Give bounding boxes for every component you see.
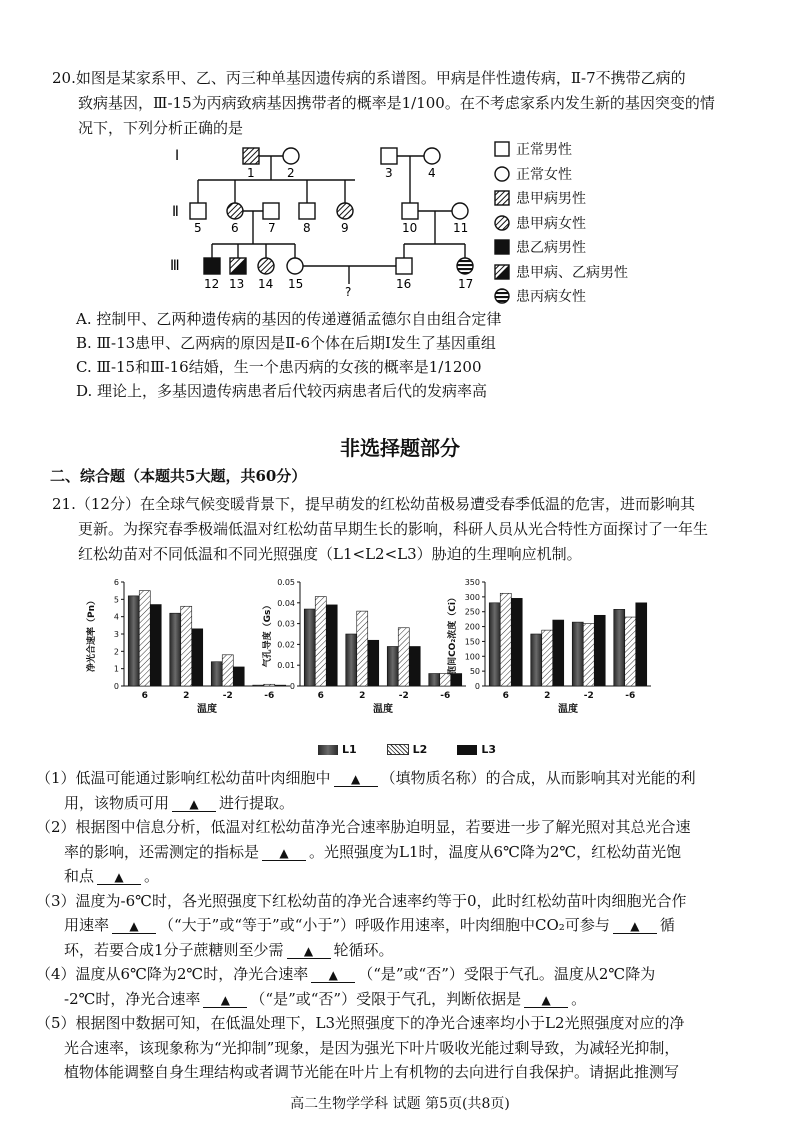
disease-b-male-symbol (494, 239, 510, 255)
individual-11 (452, 203, 468, 219)
y-tick-label: 6 (113, 578, 119, 587)
answer-blank[interactable]: ▲ (112, 919, 156, 934)
q21-2-text-c: 。光照强度为L1时，温度从6℃降为2℃，红松幼苗光饱 (309, 842, 682, 861)
individual-12 (204, 258, 220, 274)
label-3: 3 (385, 166, 393, 180)
y-tick-label: 0 (474, 682, 480, 691)
label-1: 1 (247, 166, 255, 180)
y-tick-label: 0.01 (277, 661, 295, 671)
bar-l1 (429, 674, 440, 686)
label-11: 11 (453, 221, 469, 235)
pedigree-legend (494, 137, 628, 309)
legend-b-male (494, 235, 628, 260)
bar-l2 (398, 628, 409, 686)
y-tick-label: 0.05 (277, 578, 295, 587)
y-tick-label: 0.04 (277, 598, 295, 608)
y-tick-label: 300 (464, 592, 480, 602)
bar-l2 (500, 593, 511, 686)
q21-1-num: （1） (36, 769, 76, 787)
bar-l1 (170, 613, 181, 686)
answer-blank[interactable]: ▲ (203, 993, 247, 1008)
bar-l3 (368, 640, 379, 686)
bar-l1 (489, 603, 500, 686)
label-12: 12 (204, 277, 220, 291)
bar-l3 (192, 629, 203, 686)
normal-male-symbol (494, 141, 510, 157)
individual-5 (190, 203, 206, 219)
y-axis-label: 净光合速率（Pn） (87, 595, 97, 673)
q20-option-a: A. 控制甲、乙两种遗传病的基因的传递遵循孟德尔自由组合定律 (76, 310, 502, 328)
bar-l1 (387, 646, 398, 686)
q20-option-d: D. 理论上，多基因遗传病患者后代较丙病患者后代的发病率高 (76, 382, 488, 400)
q21-1-text-a: 低温可能通过影响红松幼苗叶肉细胞中 (75, 769, 331, 787)
unknown-child: ? (345, 285, 352, 299)
individual-2 (283, 148, 299, 164)
legend-swatch-l2 (387, 744, 409, 755)
q21-2-text-a: 根据图中信息分析，低温对红松幼苗净光合速率胁迫明显，若要进一步了解光照对其总光合速 (75, 818, 691, 836)
legend-label-l3: L3 (481, 743, 497, 756)
individual-6 (227, 203, 243, 219)
q21-line-2: 更新。为探究春季极端低温对红松幼苗早期生长的影响，科研人员从光合特性方面探讨了一年生 (78, 520, 709, 538)
bar-l3 (275, 685, 286, 686)
individual-7 (263, 203, 279, 219)
gen-label-3: Ⅲ (170, 258, 180, 274)
q20-line-3: 况下，下列分析正确的是 (78, 119, 244, 137)
individual-15 (287, 258, 303, 274)
q20-line-1: 20.如图是某家系甲、乙、丙三种单基因遗传病的系谱图。甲病是伴性遗传病，Ⅱ-7不携带乙病的 (52, 69, 686, 87)
answer-blank[interactable]: ▲ (97, 870, 141, 885)
q21-1-text-d: 进行提取。 (219, 793, 295, 812)
disease-ab-male-symbol (494, 264, 510, 280)
answer-blank[interactable]: ▲ (613, 919, 657, 934)
q21-2-text-e: 。 (144, 867, 160, 885)
q21-1-text-b: （填物质名称）的合成，从而影响其对光能的利 (380, 769, 696, 787)
q20-option-c: C. Ⅲ-15和Ⅲ-16结婚，生一个患丙病的女孩的概率是1/1200 (76, 358, 482, 376)
bar-l3 (594, 615, 605, 686)
label-6: 6 (231, 221, 239, 235)
legend-swatch-l1 (318, 745, 338, 755)
x-tick-label: 2 (359, 691, 366, 701)
q21-5 (36, 1011, 776, 1085)
label-5: 5 (194, 221, 202, 235)
bar-l1 (128, 596, 139, 686)
answer-blank[interactable]: ▲ (262, 846, 306, 861)
q21-subquestions (36, 766, 776, 1085)
x-tick-label: -6 (264, 691, 275, 701)
x-axis-label: 温度 (558, 704, 578, 715)
legend-c-female (494, 284, 628, 309)
legend-text: 患丙病女性 (516, 289, 586, 306)
q21-3 (36, 889, 776, 963)
individual-1 (243, 148, 259, 164)
q21-line-3: 红松幼苗对不同低温和不同光照强度（L1<L2<L3）胁迫的生理响应机制。 (78, 545, 582, 563)
q21-4 (36, 962, 776, 1011)
answer-blank[interactable]: ▲ (334, 772, 378, 787)
q21-3-text-e: 环，若要合成1分子蔗糖则至少需 (64, 940, 284, 959)
label-7: 7 (268, 221, 276, 235)
y-tick-label: 0 (113, 682, 119, 691)
individual-3 (381, 148, 397, 164)
y-tick-label: 150 (464, 637, 480, 647)
individual-9 (337, 203, 353, 219)
legend-normal-male (494, 137, 628, 162)
individual-16 (396, 258, 412, 274)
x-tick-label: 6 (141, 691, 148, 701)
chart-layer (85, 578, 651, 715)
bar-l2 (357, 611, 368, 686)
answer-blank[interactable]: ▲ (172, 797, 216, 812)
label-9: 9 (341, 221, 349, 235)
q21-3-num: （3） (36, 891, 76, 910)
q21-line-1: 21.（12分）在全球气候变暖背景下，提早萌发的红松幼苗极易遭受春季低温的危害，进而影响其 (52, 495, 695, 513)
individual-4 (424, 148, 440, 164)
y-tick-label: 5 (113, 595, 119, 605)
q21-4-text-c: -2℃时，净光合速率 (64, 989, 201, 1008)
q21-2-text-d: 和点 (64, 867, 95, 885)
y-tick-label: 0.02 (277, 640, 295, 650)
q21-3-text-b: 用速率 (64, 916, 110, 934)
bar-l3 (150, 605, 161, 686)
y-axis-label: 气孔导度（Gs） (263, 600, 273, 668)
x-tick-label: -6 (440, 691, 451, 701)
x-tick-label: -6 (625, 691, 636, 701)
disease-a-male-symbol (494, 190, 510, 206)
individual-8 (299, 203, 315, 219)
label-14: 14 (258, 277, 274, 291)
q21-3-text-c: （“大于”或“等于”或“小于”）呼吸作用速率，叶肉细胞中CO₂可参与 (159, 916, 610, 934)
q21-2-num: （2） (36, 818, 76, 836)
legend-text: 患甲病女性 (516, 215, 586, 232)
q21-intro (52, 492, 772, 567)
part-heading: 二、综合题（本题共5大题，共60分） (50, 467, 307, 485)
bar-l2 (139, 591, 150, 686)
individual-14 (258, 258, 274, 274)
bar-l3 (233, 667, 244, 686)
bar-l3 (326, 605, 337, 686)
y-tick-label: 250 (464, 607, 480, 617)
answer-blank[interactable]: ▲ (524, 993, 568, 1008)
q21-1 (36, 766, 776, 815)
x-tick-label: 2 (544, 691, 551, 701)
individual-10 (402, 203, 418, 219)
legend-normal-female (494, 162, 628, 187)
gen-label-2: Ⅱ (172, 204, 179, 220)
y-tick-label: 0.03 (277, 619, 295, 629)
legend-a-female (494, 211, 628, 236)
q21-2-text-b: 率的影响，还需测定的指标是 (64, 842, 260, 861)
q21-3-text-a: 温度为-6℃时，各光照强度下红松幼苗的净光合速率约等于0，此时红松幼苗叶肉细胞光合作 (75, 891, 687, 910)
bar-l2 (625, 617, 636, 686)
bar-l1 (211, 662, 222, 686)
normal-female-symbol (494, 166, 510, 182)
bar-l2 (583, 624, 594, 686)
bar-l3 (553, 620, 564, 686)
q21-4-num: （4） (36, 965, 76, 983)
x-tick-label: 6 (317, 691, 324, 701)
q21-4-text-e: 。 (571, 989, 587, 1008)
section-title: 非选择题部分 (340, 436, 460, 460)
bar-l2 (222, 655, 233, 686)
bar-l2 (264, 684, 275, 686)
bar-l1 (346, 634, 357, 686)
legend-text: 患甲病男性 (516, 191, 586, 208)
legend-swatch-l3 (457, 745, 477, 755)
label-2: 2 (287, 166, 295, 180)
x-axis-label: 温度 (373, 704, 393, 715)
x-tick-label: 6 (502, 691, 509, 701)
x-tick-label: -2 (583, 691, 594, 701)
legend-label-l2: L2 (412, 743, 428, 756)
q21-4-text-b: （“是”或“否”）受限于气孔。温度从2℃降为 (358, 965, 656, 983)
label-13: 13 (229, 277, 245, 291)
y-tick-label: 50 (469, 667, 480, 677)
x-tick-label: -2 (222, 691, 233, 701)
disease-c-female-symbol (494, 288, 510, 304)
label-15: 15 (288, 277, 304, 291)
label-8: 8 (303, 221, 311, 235)
bar-l2 (315, 597, 326, 686)
y-axis-label: 胞间CO₂浓度（Ci） (448, 593, 458, 675)
gen-label-1: Ⅰ (175, 148, 180, 164)
legend-text: 患甲病、乙病男性 (516, 264, 628, 281)
answer-blank[interactable]: ▲ (311, 968, 355, 983)
q20-option-b: B. Ⅲ-13患甲、乙两病的原因是Ⅱ-6个体在后期Ⅰ发生了基因重组 (76, 334, 496, 352)
q21-5-text-a: 根据图中数据可知，在低温处理下，L3光照强度下的净光合速率均小于L2光照强度对应的净 (75, 1014, 685, 1032)
individual-17 (457, 258, 473, 274)
bar-l3 (636, 603, 647, 686)
q21-3-text-d: 循 (659, 916, 675, 934)
label-17: 17 (458, 277, 474, 291)
label-10: 10 (402, 221, 418, 235)
y-tick-label: 100 (464, 652, 480, 662)
y-tick-label: 0 (289, 682, 295, 691)
q21-3-text-f: 轮循环。 (333, 940, 394, 959)
x-tick-label: -2 (398, 691, 409, 701)
q21-5-text-c: 植物体能调整自身生理结构或者调节光能在叶片上有机物的去向进行自我保护。请据此推测写 (64, 1063, 680, 1081)
bar-l1 (572, 622, 583, 686)
q21-5-num: （5） (36, 1014, 76, 1032)
q21-5-text-b: 光合速率，该现象称为“光抑制”现象，是因为强光下叶片吸收光能过剩导致，为减轻光抑制， (64, 1038, 680, 1057)
label-4: 4 (428, 166, 436, 180)
chart-legend (318, 743, 496, 756)
q21-2 (36, 815, 776, 889)
legend-label-l1: L1 (342, 743, 357, 756)
q21-4-text-a: 温度从6℃降为2℃时，净光合速率 (75, 965, 309, 983)
legend-text: 正常女性 (516, 166, 572, 183)
label-16: 16 (396, 277, 412, 291)
x-axis-label: 温度 (197, 704, 217, 715)
legend-text: 正常男性 (516, 142, 572, 159)
bar-l3 (511, 598, 522, 686)
q21-1-text-c: 用，该物质可用 (64, 793, 170, 812)
bar-l1 (304, 609, 315, 686)
legend-ab-male (494, 260, 628, 285)
y-tick-label: 1 (113, 664, 119, 674)
q20-line-2: 致病基因，Ⅲ-15为丙病致病基因携带者的概率是1/100。在不考虑家系内发生新的基因突变的情 (78, 94, 715, 112)
bar-l1 (253, 685, 264, 686)
pedigree-chart (0, 0, 800, 310)
y-tick-label: 2 (113, 647, 119, 657)
legend-text: 患乙病男性 (516, 240, 586, 257)
y-tick-label: 350 (464, 578, 480, 587)
q21-4-text-d: （“是”或“否”）受限于气孔，判断依据是 (250, 989, 522, 1008)
legend-a-male (494, 186, 628, 211)
x-tick-label: 2 (183, 691, 190, 701)
bar-l1 (531, 634, 542, 686)
bar-l1 (614, 609, 625, 686)
answer-blank[interactable]: ▲ (287, 944, 331, 959)
y-tick-label: 3 (113, 630, 119, 639)
bar-charts (0, 570, 800, 750)
y-tick-label: 200 (464, 622, 480, 632)
disease-a-female-symbol (494, 215, 510, 231)
page-footer: 高二生物学学科 试题 第5页(共8页) (290, 1096, 510, 1112)
bar-l2 (181, 606, 192, 686)
bar-l2 (542, 630, 553, 686)
bar-l3 (409, 646, 420, 686)
y-tick-label: 4 (113, 612, 119, 622)
